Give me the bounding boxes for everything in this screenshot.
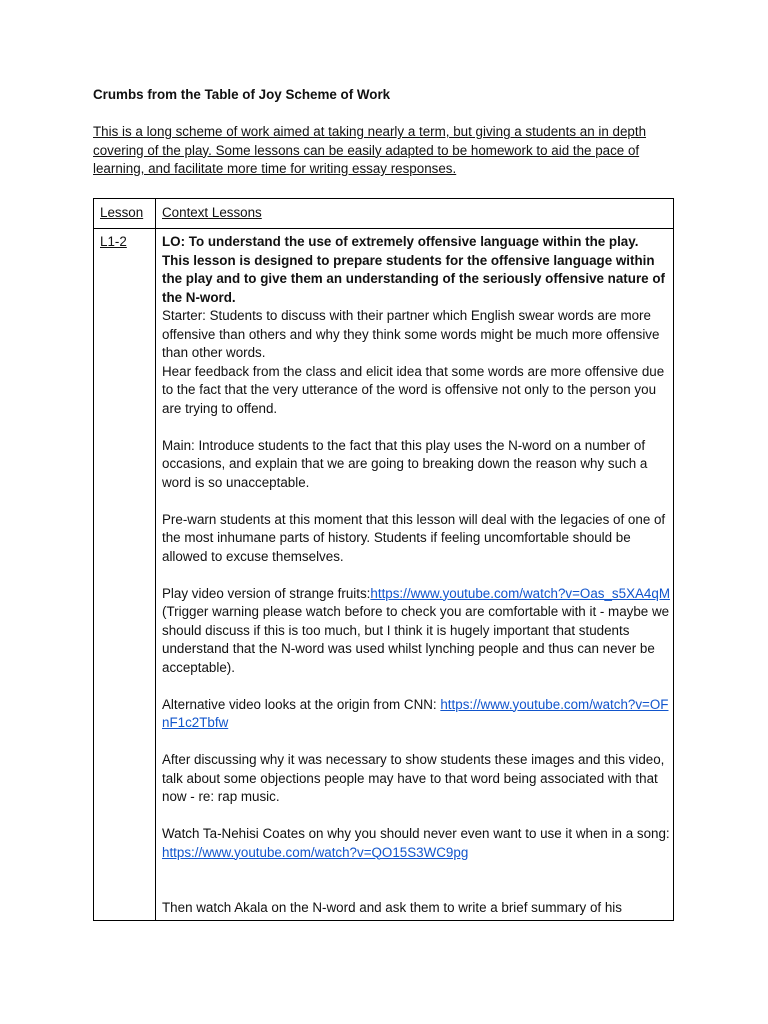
lesson-id: L1-2: [100, 234, 127, 249]
feedback-activity: Hear feedback from the class and elicit idea that some words are more offensive due to the fact that the very utterance of the word is offensive not only to the person you are trying to offend.: [162, 363, 665, 416]
column-divider: [155, 199, 156, 920]
lesson-column-header: Lesson: [100, 205, 144, 220]
lesson-purpose: This lesson is designed to prepare students for the offensive language within the play and to give them an understanding of the seriously offensive nature of the N-word.: [162, 252, 665, 305]
video1-suffix: (Trigger warning please watch before to check you are comfortable with it - maybe we should discuss if this is too much, but I think it is hugely important that students understand that the N-word was used whilst lynching people and thus can never be acceptable).: [162, 604, 670, 675]
learning-objective: LO: To understand the use of extremely offensive language within the play.: [162, 234, 639, 249]
strange-fruit-link[interactable]: https://www.youtube.com/watch?v=Oas_s5XA4qM: [370, 585, 670, 601]
cnn-video-link[interactable]: https://www.youtube.com/watch?v=OFnF1c2Tbfw: [162, 696, 669, 730]
video-cnn: [162, 696, 672, 733]
context-column-header: Context Lessons: [162, 205, 262, 220]
intro-paragraph: This is a long scheme of work aimed at taking nearly a term, but giving a students an in depth covering of the play. Some lessons can be easily adapted to be homework to aid the pace of learning, and facilitate more time for writing essay responses.: [93, 124, 647, 176]
coates-prefix: Watch Ta-Nehisi Coates on why you should never even want to use it when in a song:: [162, 826, 670, 841]
video2-prefix: Alternative video looks at the origin from CNN:: [162, 696, 441, 712]
starter-activity: Starter: Students to discuss with their partner which English swear words are more offensive than others and why they think some words might be much more offensive than other words.: [162, 308, 660, 360]
lesson-content-cell: [162, 233, 672, 917]
scheme-table: [93, 198, 674, 921]
main-activity: Main: Introduce students to the fact that this play uses the N-word on a number of occasions, and explain that we are going to breaking down the reason why such a word is so unacceptable.: [162, 437, 648, 490]
video1-prefix: Play video version of strange fruits:: [162, 585, 371, 601]
coates-video-link[interactable]: https://www.youtube.com/watch?v=QO15S3WC9pg: [162, 844, 469, 860]
page-title: Crumbs from the Table of Joy Scheme of Work: [93, 87, 391, 102]
akala-activity: Then watch Akala on the N-word and ask them to write a brief summary of his: [162, 900, 622, 915]
prewarn-note: Pre-warn students at this moment that this lesson will deal with the legacies of one of the most inhumane parts of history. Students if feeling uncomfortable should be allowed to excuse themselves.: [162, 511, 666, 564]
video-strange-fruit: [162, 585, 672, 678]
discussion-activity: After discussing why it was necessary to show students these images and this video, talk about some objections people may have to that word being associated with that now - re: rap music.: [162, 752, 665, 804]
coates-video: [162, 825, 672, 862]
